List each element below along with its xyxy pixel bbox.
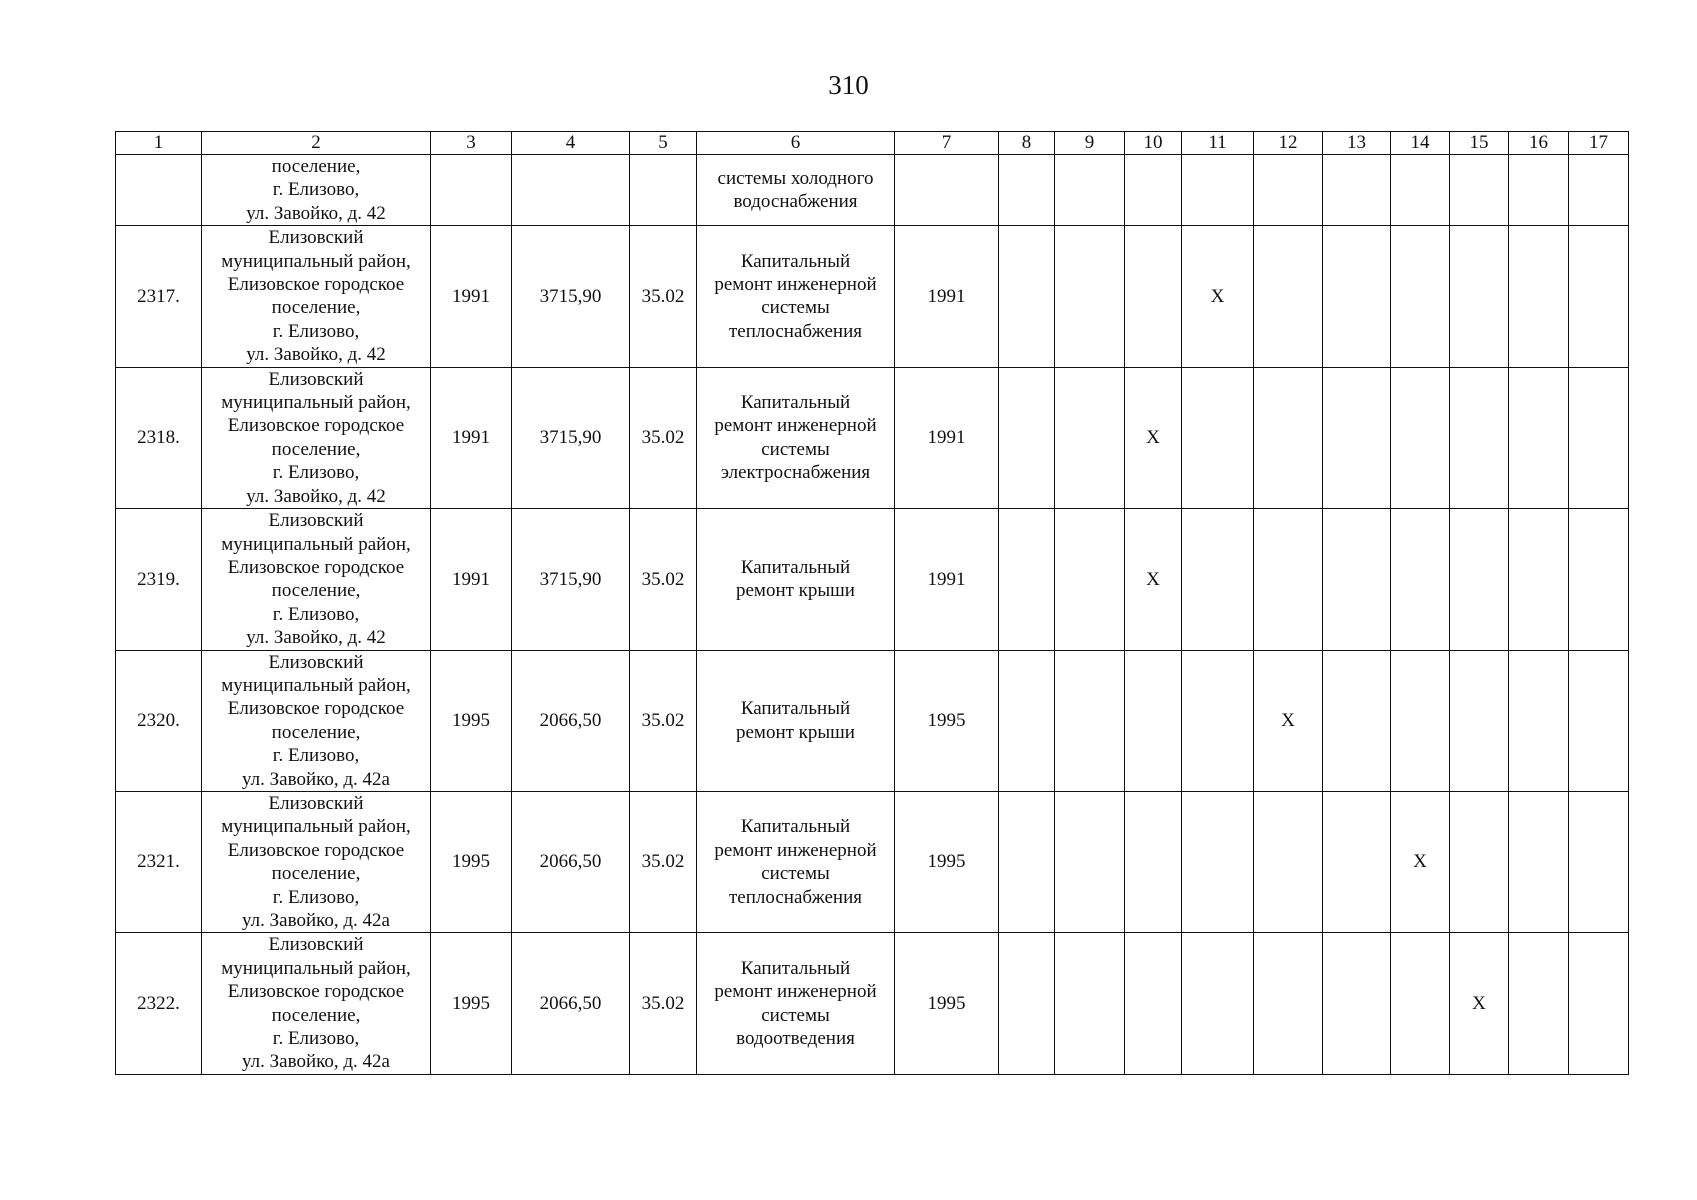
last-repair-cell [895, 155, 999, 226]
address-line: Елизовское городское [227, 981, 405, 1003]
mark-cell [1450, 367, 1509, 508]
row-number-cell: 2318. [116, 367, 202, 508]
mark-cell [1450, 155, 1509, 226]
work-line: электроснабжения [720, 462, 871, 484]
mark-cell [1323, 650, 1391, 791]
address-line: Елизовский [268, 510, 364, 532]
column-number: 2 [202, 132, 431, 155]
mark-cell [1125, 226, 1182, 367]
mark-cell [999, 509, 1055, 650]
row-number-cell: 2322. [116, 933, 202, 1074]
area-cell: 2066,50 [512, 791, 630, 932]
address-line: поселение, [271, 721, 361, 743]
work-line: Капитальный [740, 556, 851, 578]
wear-cell: 35.02 [630, 509, 697, 650]
work-type-cell [697, 155, 895, 226]
last-repair-cell: 1991 [895, 367, 999, 508]
year-built-cell: 1995 [431, 791, 512, 932]
column-number: 16 [1509, 132, 1569, 155]
mark-cell [1391, 509, 1450, 650]
mark-cell [999, 226, 1055, 367]
address-line: Елизовский [268, 934, 364, 956]
mark-cell [999, 791, 1055, 932]
area-cell: 2066,50 [512, 650, 630, 791]
row-number-cell: 2321. [116, 791, 202, 932]
address-cell [202, 509, 431, 650]
mark-cell [1391, 650, 1450, 791]
last-repair-cell: 1995 [895, 650, 999, 791]
column-number: 14 [1391, 132, 1450, 155]
x-mark: X [1146, 427, 1160, 449]
wear-cell: 35.02 [630, 933, 697, 1074]
mark-cell [1125, 509, 1182, 650]
mark-cell [1391, 791, 1450, 932]
work-line: водоотведения [736, 1028, 855, 1050]
area-cell: 3715,90 [512, 367, 630, 508]
mark-cell [1509, 650, 1569, 791]
address-line: муниципальный район, [221, 533, 411, 555]
work-line: ремонт крыши [736, 580, 855, 602]
work-line: Капитальный [740, 698, 851, 720]
work-type-cell [697, 509, 895, 650]
address-line: г. Елизово, [272, 462, 360, 484]
mark-cell [1509, 791, 1569, 932]
address-line: поселение, [271, 438, 361, 460]
address-line: г. Елизово, [272, 1028, 360, 1050]
mark-cell [1569, 155, 1629, 226]
table-row [116, 933, 1629, 1074]
mark-cell [1569, 367, 1629, 508]
mark-cell [1569, 226, 1629, 367]
last-repair-cell: 1995 [895, 933, 999, 1074]
mark-cell [1055, 226, 1125, 367]
mark-cell [1391, 226, 1450, 367]
address-line: Елизовское городское [227, 556, 405, 578]
address-line: ул. Завойко, д. 42 [246, 202, 386, 224]
mark-cell [1254, 367, 1323, 508]
address-line: ул. Завойко, д. 42 [246, 344, 386, 366]
mark-cell [1391, 933, 1450, 1074]
mark-cell [1125, 155, 1182, 226]
address-line: муниципальный район, [221, 250, 411, 272]
x-mark: X [1472, 992, 1486, 1014]
mark-cell [1323, 791, 1391, 932]
address-line: ул. Завойко, д. 42 [246, 485, 386, 507]
address-line: муниципальный район, [221, 674, 411, 696]
mark-cell [1569, 933, 1629, 1074]
mark-cell [999, 650, 1055, 791]
wear-cell: 35.02 [630, 226, 697, 367]
mark-cell [1391, 155, 1450, 226]
area-cell: 3715,90 [512, 226, 630, 367]
year-built-cell: 1995 [431, 933, 512, 1074]
work-type-cell [697, 226, 895, 367]
mark-cell [1125, 650, 1182, 791]
mark-cell [1509, 226, 1569, 367]
column-number: 4 [512, 132, 630, 155]
address-cell [202, 367, 431, 508]
mark-cell [1055, 367, 1125, 508]
address-line: Елизовское городское [227, 415, 405, 437]
work-line: Капитальный [740, 392, 851, 414]
mark-cell [1125, 367, 1182, 508]
area-cell: 2066,50 [512, 933, 630, 1074]
capital-repair-table [115, 131, 1629, 1075]
column-number: 3 [431, 132, 512, 155]
work-line: ремонт инженерной [714, 981, 877, 1003]
address-line: поселение, [271, 297, 361, 319]
address-line: поселение, [271, 580, 361, 602]
mark-cell [1125, 933, 1182, 1074]
work-line: системы [761, 1004, 830, 1026]
address-line: поселение, [271, 1004, 361, 1026]
column-number: 10 [1125, 132, 1182, 155]
address-line: поселение, [271, 156, 361, 177]
address-line: муниципальный район, [221, 816, 411, 838]
mark-cell [1323, 509, 1391, 650]
mark-cell [1182, 509, 1254, 650]
mark-cell [1182, 226, 1254, 367]
mark-cell [1450, 226, 1509, 367]
mark-cell [1182, 367, 1254, 508]
mark-cell [1055, 155, 1125, 226]
mark-cell [999, 933, 1055, 1074]
address-line: ул. Завойко, д. 42а [242, 910, 390, 931]
address-line: ул. Завойко, д. 42а [242, 1051, 390, 1073]
table-row [116, 650, 1629, 791]
mark-cell [1055, 933, 1125, 1074]
mark-cell [1509, 155, 1569, 226]
mark-cell [1450, 791, 1509, 932]
table-row [116, 226, 1629, 367]
x-mark: X [1146, 568, 1160, 590]
mark-cell [1323, 226, 1391, 367]
work-line: ремонт инженерной [714, 274, 877, 296]
address-line: ул. Завойко, д. 42 [246, 627, 386, 649]
address-line: муниципальный район, [221, 957, 411, 979]
x-mark: X [1413, 851, 1427, 873]
mark-cell [1450, 650, 1509, 791]
work-line: ремонт инженерной [714, 415, 877, 437]
year-built-cell [431, 155, 512, 226]
work-line: системы [761, 297, 830, 319]
work-line: Капитальный [740, 957, 851, 979]
address-line: поселение, [271, 863, 361, 885]
work-line: системы [761, 438, 830, 460]
address-cell [202, 226, 431, 367]
mark-cell [1254, 791, 1323, 932]
year-built-cell: 1991 [431, 226, 512, 367]
column-number: 12 [1254, 132, 1323, 155]
address-line: г. Елизово, [272, 320, 360, 342]
row-number-cell: 2320. [116, 650, 202, 791]
mark-cell [999, 367, 1055, 508]
address-cell [202, 791, 431, 932]
mark-cell [1254, 226, 1323, 367]
last-repair-cell: 1991 [895, 509, 999, 650]
mark-cell [1182, 650, 1254, 791]
mark-cell [1569, 791, 1629, 932]
year-built-cell: 1991 [431, 509, 512, 650]
address-line: г. Елизово, [272, 745, 360, 767]
column-number: 13 [1323, 132, 1391, 155]
column-number: 8 [999, 132, 1055, 155]
work-type-cell [697, 650, 895, 791]
address-line: Елизовский [268, 792, 364, 814]
x-mark: X [1281, 710, 1295, 732]
mark-cell [1450, 933, 1509, 1074]
area-cell: 3715,90 [512, 509, 630, 650]
address-line: г. Елизово, [272, 179, 360, 201]
mark-cell [1323, 933, 1391, 1074]
table-row [116, 509, 1629, 650]
mark-cell [1509, 367, 1569, 508]
mark-cell [1323, 155, 1391, 226]
row-number-cell: 2317. [116, 226, 202, 367]
address-line: Елизовский [268, 651, 364, 673]
mark-cell [1254, 933, 1323, 1074]
address-line: Елизовское городское [227, 698, 405, 720]
column-number: 7 [895, 132, 999, 155]
row-number-cell: 2319. [116, 509, 202, 650]
wear-cell: 35.02 [630, 367, 697, 508]
address-line: Елизовское городское [227, 274, 405, 296]
mark-cell [1182, 791, 1254, 932]
wear-cell: 35.02 [630, 791, 697, 932]
table-row [116, 367, 1629, 508]
mark-cell [1509, 509, 1569, 650]
work-line: Капитальный [740, 816, 851, 838]
mark-cell [1450, 509, 1509, 650]
mark-cell [1055, 650, 1125, 791]
year-built-cell: 1995 [431, 650, 512, 791]
work-line: ремонт инженерной [714, 839, 877, 861]
wear-cell [630, 155, 697, 226]
mark-cell [1509, 933, 1569, 1074]
address-line: г. Елизово, [272, 603, 360, 625]
mark-cell [1254, 509, 1323, 650]
work-type-cell [697, 367, 895, 508]
address-line: ул. Завойко, д. 42а [242, 768, 390, 790]
mark-cell [1055, 509, 1125, 650]
address-line: муниципальный район, [221, 392, 411, 414]
x-mark: X [1210, 285, 1225, 307]
column-number-row [116, 132, 1629, 155]
address-cell [202, 155, 431, 226]
work-type-cell [697, 791, 895, 932]
address-line: г. Елизово, [272, 886, 360, 908]
column-number: 5 [630, 132, 697, 155]
column-number: 1 [116, 132, 202, 155]
mark-cell [1182, 933, 1254, 1074]
last-repair-cell: 1991 [895, 226, 999, 367]
work-line: теплоснабжения [729, 320, 862, 342]
work-line: системы холодного [717, 167, 874, 189]
row-number-cell [116, 155, 202, 226]
address-cell [202, 933, 431, 1074]
mark-cell [1569, 509, 1629, 650]
work-line: ремонт крыши [736, 721, 855, 743]
last-repair-cell: 1995 [895, 791, 999, 932]
wear-cell: 35.02 [630, 650, 697, 791]
continuation-row [116, 155, 1629, 226]
work-line: системы [761, 863, 830, 885]
mark-cell [1055, 791, 1125, 932]
column-number: 6 [697, 132, 895, 155]
page-number: 310 [828, 70, 869, 100]
mark-cell [1323, 367, 1391, 508]
area-cell [512, 155, 630, 226]
address-line: Елизовский [268, 227, 364, 249]
mark-cell [1254, 155, 1323, 226]
column-number: 15 [1450, 132, 1509, 155]
year-built-cell: 1991 [431, 367, 512, 508]
column-number: 11 [1182, 132, 1254, 155]
column-number: 17 [1569, 132, 1629, 155]
work-type-cell [697, 933, 895, 1074]
mark-cell [1254, 650, 1323, 791]
mark-cell [1182, 155, 1254, 226]
work-line: Капитальный [740, 250, 851, 272]
address-line: Елизовское городское [227, 839, 405, 861]
work-line: теплоснабжения [729, 886, 862, 908]
mark-cell [999, 155, 1055, 226]
mark-cell [1569, 650, 1629, 791]
work-line: водоснабжения [733, 191, 858, 213]
address-line: Елизовский [268, 368, 364, 390]
address-cell [202, 650, 431, 791]
mark-cell [1391, 367, 1450, 508]
mark-cell [1125, 791, 1182, 932]
column-number: 9 [1055, 132, 1125, 155]
table-row [116, 791, 1629, 932]
